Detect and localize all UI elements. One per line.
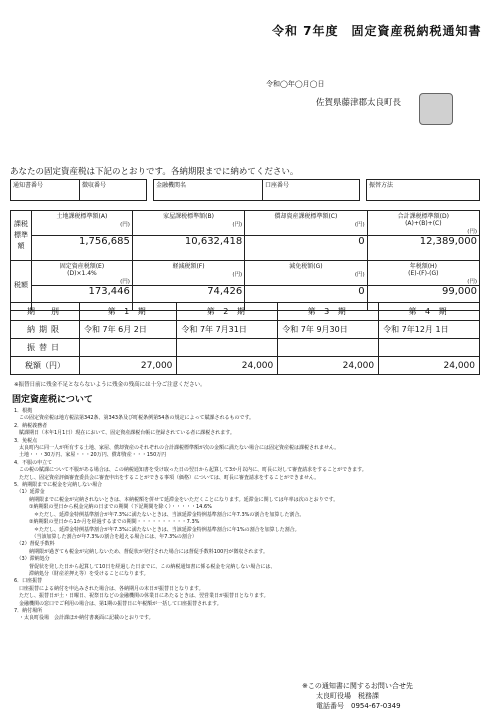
period-3-name: 第 3 期	[278, 303, 379, 321]
exemption-value: 0	[245, 286, 367, 311]
period-4-name: 第 4 期	[379, 303, 480, 321]
period-4-amount: 24,000	[379, 357, 480, 375]
period-4-transfer	[379, 339, 480, 357]
section-title: 固定資産税について	[12, 395, 93, 405]
transfer-date-row-label: 振替日	[11, 339, 80, 357]
tax-base-side-label: 課税標準額	[11, 211, 32, 261]
period-3-amount: 24,000	[278, 357, 379, 375]
period-2-transfer	[177, 339, 278, 357]
tax-amount-side-label: 税額	[11, 261, 32, 311]
notice-number-label: 通知書番号	[11, 180, 80, 201]
payment-id-label: 徴収番号	[80, 180, 147, 201]
period-3-transfer	[278, 339, 379, 357]
period-row-label: 期 別	[11, 303, 80, 321]
building-base-label: 家屋課税標準額(B) (円)	[132, 211, 244, 236]
reduction-label: 軽減税額(F) (円)	[132, 261, 244, 286]
amount-row-label: 税額（円）	[11, 357, 80, 375]
official-seal	[419, 93, 453, 125]
period-3-due: 令和 7年 9月30日	[278, 321, 379, 339]
transfer-note: ※振替日前に残金不足とならないように残金の残高には十分ご注意ください。	[14, 382, 206, 388]
identification-table	[10, 179, 480, 201]
period-1-amount: 27,000	[80, 357, 177, 375]
period-1-due: 令和 7年 6月 2日	[80, 321, 177, 339]
explanation-text: 1．根拠 この固定資産税は地方税法第342条、第343条及び町税条例第54条の規定によって賦課されるものです。 2．納税義務者 賦課期日（本年1月1日）現在において、固定資産課税台帳に登録されている者に課税されます。 3．免税点 太良町内に同一人が所有する土地、家屋、償却資産のそれぞれの合計課税標準額が次の金額に満たない場合には固定資産税は課税されません。 土地・・・30万円、家屋・・・20万円、償却資産・・・150万円 4．不服の申立て この税の賦課について不服がある場合は、この納税通知書を受け取った日の翌日から起算して3か月以内に、町長に対して審査請求をすることができます。 ただし、固定資産評価審査委員会に審査申出をすることができる事項（価格）については、町長に審査請求をすることができません。 5．納期限までに税金を完納しない場合 （1）延滞金 納期限までに税金が完納されないときは、本納税額を併せて延滞金をいただくことになります。延滞金に関しては年率は次のとおりです。 ①納期限の翌日から税金完納の日までの期間（下記期間を除く）・・・・・14.6% ＊ただし、延滞金特例基準割合が年7.3%に満たないときは、当該延滞金特例基準割合に年7.3%の割合を加算した割合。 ②納期限の翌日から1か月を経過するまでの期間・・・・・・・・・・7.3% ＊ただし、延滞金特例基準割合が年7.3%に満たないときは、当該延滞金特例基準割合に年1%の割合を加算した割合。 （当該加算した割合が年7.3%の割合を超える場合には、年7.3%の割合） （2）督促手数料 納期限が過ぎても税金が完納しないため、督促状が発付された場合には督促手数料100円が徴収されます。 （3）滞納処分 督促状を発した日から起算して10日を経過した日までに、この納税通知書に係る税金を完納しない場合には、 滞納処分（財産差押え等）を受けることになります。 6．口座振替 口座振替による納付を申込みされた場合は、各納期月の末日が振替日となります。 ただし、振替日が土・日曜日、祝祭日などの金融機関の休業日にあたるときは、翌営業日が振替日となります。 金融機関の窓口でご利用の場合は、第1期の振替日に年税額が一括して口座振替されます。 7．納付場所 ・太良町役場 会計課ほか納付書裏面に記載のとおりです。	[14, 408, 367, 622]
contact-phone: 電話番号 0954-67-0349	[316, 702, 401, 710]
bank-name-label: 金融機関名	[154, 180, 263, 201]
contact-heading: ※この通知書に関するお問い合せ先	[302, 682, 413, 690]
payment-method-label: 振替方法	[367, 180, 480, 201]
contact-block	[302, 681, 413, 711]
annual-tax-value: 99,000	[367, 286, 479, 311]
period-2-amount: 24,000	[177, 357, 278, 375]
annual-tax-label: 年税額(H) (E)-(F)-(G) (円)	[367, 261, 479, 286]
period-2-name: 第 2 期	[177, 303, 278, 321]
period-1-transfer	[80, 339, 177, 357]
depreciable-base-value: 0	[245, 236, 367, 261]
total-base-value: 12,389,000	[367, 236, 479, 261]
property-tax-label: 固定資産税額(E) (D)×1.4% (円)	[32, 261, 133, 286]
period-1-name: 第 1 期	[80, 303, 177, 321]
issue-date: 令和◯年◯月◯日	[266, 80, 325, 88]
period-2-due: 令和 7年 7月31日	[177, 321, 278, 339]
account-number-label: 口座番号	[263, 180, 360, 201]
exemption-label: 減免税額(G) (円)	[245, 261, 367, 286]
document-title: 令和 7年度 固定資産税納税通知書	[272, 24, 482, 38]
building-base-value: 10,632,418	[132, 236, 244, 261]
land-base-label: 土地課税標準額(A) (円)	[32, 211, 133, 236]
total-base-label: 合計課税標準額(D) (A)+(B)+(C) (円)	[367, 211, 479, 236]
payment-schedule-table	[10, 302, 480, 375]
intro-text: あなたの固定資産税は下記のとおりです。各納期限までに納めてください。	[10, 167, 299, 177]
due-date-row-label: 納期限	[11, 321, 80, 339]
issuer-name: 佐賀県藤津郡太良町長	[316, 98, 402, 108]
tax-calculation-table	[10, 210, 480, 311]
land-base-value: 1,756,685	[32, 236, 133, 261]
depreciable-base-label: 償却資産課税標準額(C) (円)	[245, 211, 367, 236]
reduction-value: 74,426	[132, 286, 244, 311]
property-tax-value: 173,446	[32, 286, 133, 311]
contact-department: 太良町役場 税務課	[316, 692, 379, 700]
period-4-due: 令和 7年12月 1日	[379, 321, 480, 339]
